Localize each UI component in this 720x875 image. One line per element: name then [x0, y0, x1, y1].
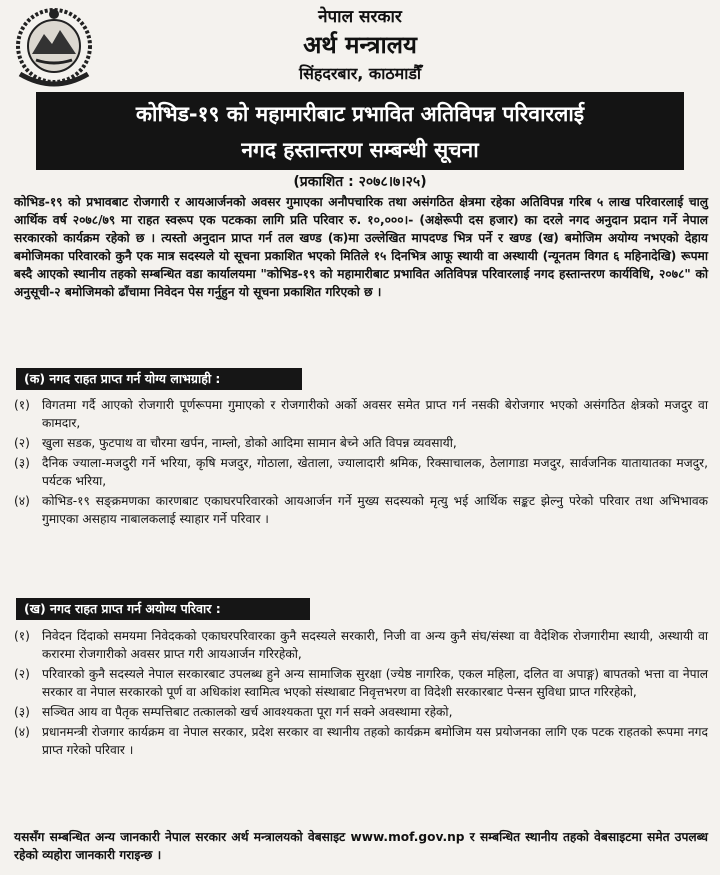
item-number: (१) — [14, 398, 30, 412]
list-item — [14, 723, 708, 759]
item-number: (२) — [14, 667, 30, 681]
item-text: निवेदन दिंदाको समयमा निवेदकको एकाघरपरिवारका कुनै सदस्यले सरकारी, निजी वा अन्य कुनै संघ/संस्था वा वैदेशिक रोजगारीमा स्थायी, अस्थायी वा करारमा रोजगारीको अवसर प्राप्त गरी आयआर्जन गरिरहेको, — [42, 629, 708, 661]
intro-paragraph: कोभिड-१९ को प्रभावबाट रोजगारी र आयआर्जनको अवसर गुमाएका अनौपचारिक तथा असंगठित क्षेत्रमा रहेका अतिविपन्न गरिब ५ लाख परिवारलाई चालु आर्थिक वर्ष २०७८/७९ मा राहत स्वरूप एक पटकका लागि प्रति परिवार रु. १०,०००।- (अक्षेरूपी दस हजार) का दरले नगद अनुदान प्रदान गर्ने नेपाल सरकारको कार्यक्रम रहेको छ । त्यस्तो अनुदान प्राप्त गर्न तल खण्ड (क)मा उल्लेखित मापदण्ड भित्र पर्ने र खण्ड (ख) बमोजिम अयोग्य नभएको देहाय बमोजिमका परिवारको कुनै एक मात्र सदस्यले यो सूचना प्रकाशित भएको मितिले १५ दिनभित्र आफू स्थायी वा अस्थायी (न्यूनतम विगत ६ महिनादेखि) रूपमा बस्दै आएको स्थानीय तहको सम्बन्धित वडा कार्यालयमा "कोभिड-१९ को महामारीबाट प्रभावित अतिविपन्न परिवारलाई नगद हस्तान्तरण कार्यविधि, २०७८" को अनुसूची-२ बमोजिमको ढाँचामा निवेदन पेस गर्नुहुन यो सूचना प्रकाशित गरिएको छ । — [14, 195, 708, 299]
nepal-government-emblem-icon — [6, 4, 102, 92]
list-item — [14, 665, 708, 701]
item-text: परिवारको कुनै सदस्यले नेपाल सरकारबाट उपलब्ध हुने अन्य सामाजिक सुरक्षा (ज्येष्ठ नागरिक, एकल महिला, दलित वा अपाङ्ग) बापतको भत्ता वा नेपाल सरकार वा नेपाल सरकारको पूर्ण वा अधिकांश स्वामित्व भएको संस्थाबाट निवृत्तभरण वा विदेशी सरकारबाट पेन्सन सुविधा प्राप्त गरिरहेको, — [42, 667, 708, 699]
published-date: (प्रकाशित : २०७८।७।२५) — [293, 174, 427, 190]
item-number: (३) — [14, 705, 30, 719]
title-banner — [36, 92, 684, 170]
list-item — [14, 627, 708, 663]
ministry-address: सिंहदरबार, काठमाडौँ — [298, 64, 422, 83]
section-a-heading: (क) नगद राहत प्राप्त गर्न योग्य लाभग्राही : — [16, 368, 302, 390]
section-b-heading: (ख) नगद राहत प्राप्त गर्न अयोग्य परिवार : — [16, 598, 310, 620]
title-line-2: नगद हस्तान्तरण सम्बन्धी सूचना — [241, 138, 479, 162]
closing-paragraph: यससँग सम्बन्धित अन्य जानकारी नेपाल सरकार अर्थ मन्त्रालयको वेबसाइट www.mof.gov.np र सम्बन्धित स्थानीय तहको वेबसाइटमा समेत उपलब्ध रहेको व्यहोरा जानकारी गराइन्छ । — [14, 830, 708, 862]
title-line-1: कोभिड-१९ को महामारीबाट प्रभावित अतिविपन्न परिवारलाई — [135, 102, 585, 126]
government-name: नेपाल सरकार — [318, 7, 402, 27]
section-b-list — [14, 627, 708, 761]
list-item — [14, 454, 708, 490]
section-a-list — [14, 396, 708, 530]
item-text: दैनिक ज्याला-मजदुरी गर्ने भरिया, कृषि मजदुर, गोठाला, खेताला, ज्यालादारी श्रमिक, रिक्साचालक, ठेलागाडा मजदुर, सार्वजनिक यातायातका मजदुर, पर्यटक भरिया, — [42, 456, 708, 488]
list-item — [14, 703, 708, 721]
item-number: (३) — [14, 456, 30, 470]
item-number: (४) — [14, 725, 30, 739]
list-item — [14, 492, 708, 528]
item-number: (४) — [14, 494, 30, 508]
item-text: प्रधानमन्त्री रोजगार कार्यक्रम वा नेपाल सरकार, प्रदेश सरकार वा स्थानीय तहको कार्यक्रम बमोजिम यस प्रयोजनका लागि एक पटक राहतको रूपमा नगद प्राप्त गरेको परिवार । — [42, 725, 708, 757]
item-text: सञ्चित आय वा पैतृक सम्पत्तिबाट तत्कालको खर्च आवश्यकता पूरा गर्न सक्ने अवस्थामा रहेको, — [42, 705, 453, 719]
item-number: (१) — [14, 629, 30, 643]
list-item — [14, 434, 708, 452]
list-item — [14, 396, 708, 432]
ministry-name: अर्थ मन्त्रालय — [303, 31, 417, 59]
item-text: विगतमा गर्दै आएको रोजगारी पूर्णरूपमा गुमाएको र रोजगारीको अर्को अवसर समेत प्राप्त गर्न नसकी बेरोजगार भएको असंगठित क्षेत्रको मजदुर वा कामदार, — [42, 398, 708, 430]
item-number: (२) — [14, 436, 30, 450]
item-text: खुला सडक, फुटपाथ वा चौरमा खर्पन, नाम्लो, डोको आदिमा सामान बेच्ने अति विपन्न व्यवसायी, — [42, 436, 457, 450]
item-text: कोभिड-१९ सङ्क्रमणका कारणबाट एकाघरपरिवारको आयआर्जन गर्ने मुख्य सदस्यको मृत्यु भई आर्थिक सङ्कट झेल्नु परेको परिवार तथा अभिभावक गुमाएका असहाय नाबालकलाई स्याहार गर्ने परिवार । — [42, 494, 708, 526]
